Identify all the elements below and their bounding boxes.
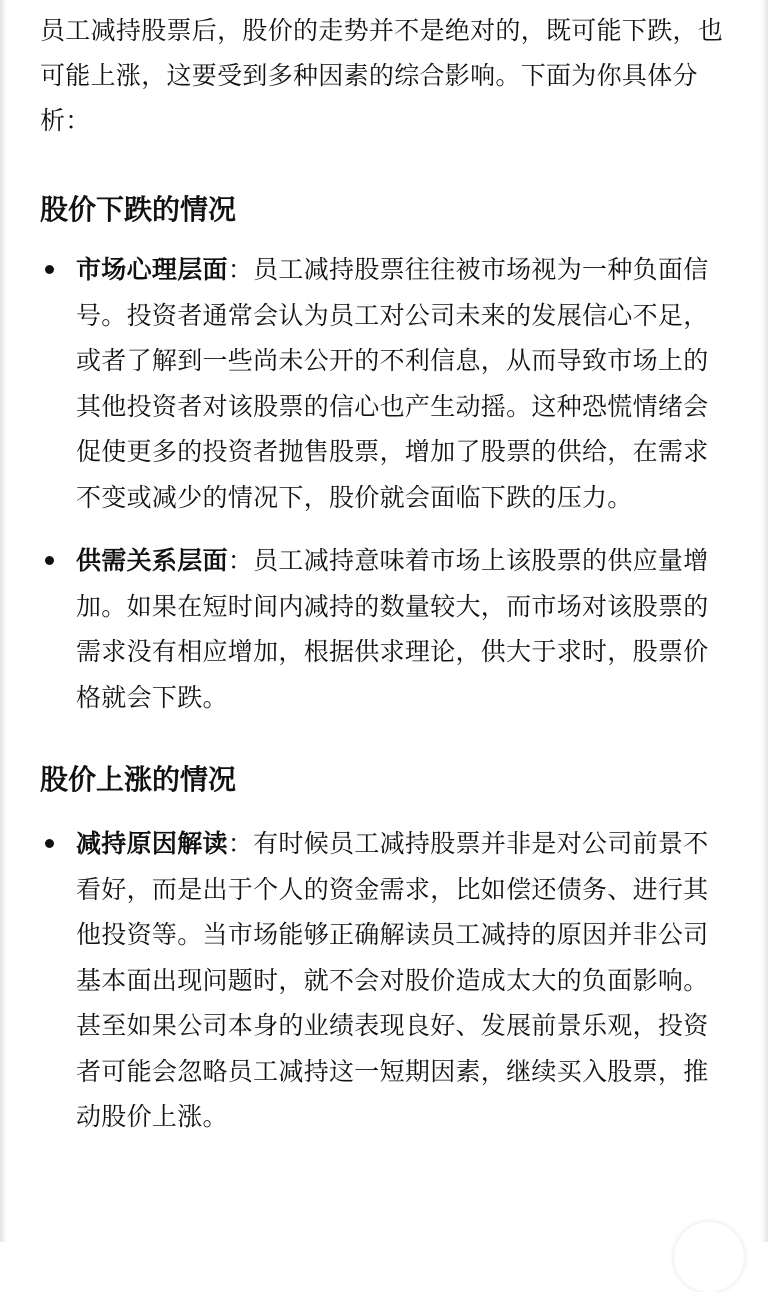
bullet-text: 员工减持意味着市场上该股票的供应量增加。如果在短时间内减持的数量较大，而市场对该股票的需求没有相应增加，根据供求理论，供大于求时，股票价格就会下跌。: [76, 546, 709, 712]
right-edge-shadow: [761, 0, 768, 1242]
bullet-list-decline: [40, 247, 730, 720]
left-edge-shadow: [0, 0, 7, 1242]
bullet-text: 员工减持股票往往被市场视为一种负面信号。投资者通常会认为员工对公司未来的发展信心不足，或者了解到一些尚未公开的不利信息，从而导致市场上的其他投资者对该股票的信心也产生动摇。这种恐慌情绪会促使更多的投资者抛售股票，增加了股票的供给，在需求不变或减少的情况下，股价就会面临下跌的压力。: [76, 255, 709, 512]
bullet-term: 市场心理层面: [76, 255, 228, 284]
intro-paragraph: 员工减持股票后，股价的走势并不是绝对的，既可能下跌，也可能上涨，这要受到多种因素的综合影响。下面为你具体分析：: [40, 16, 724, 135]
bullet-dot-icon: [45, 556, 54, 565]
bullet-dot-icon: [45, 265, 54, 274]
bullet-separator: ：: [227, 255, 254, 284]
bullet-term: 供需关系层面: [76, 546, 228, 575]
chat-response: [40, 8, 730, 1140]
bullet-separator: ：: [227, 829, 254, 858]
list-item: [40, 538, 730, 720]
bullet-list-rise: [40, 821, 730, 1140]
section-heading-rise: 股价上涨的情况: [40, 763, 237, 796]
list-item: [40, 821, 730, 1140]
list-item: [40, 247, 730, 520]
section-heading-decline: 股价下跌的情况: [40, 193, 237, 226]
bullet-term: 减持原因解读: [76, 829, 228, 858]
bullet-text: 有时候员工减持股票并非是对公司前景不看好，而是出于个人的资金需求，比如偿还债务、进行其他投资等。当市场能够正确解读员工减持的原因并非公司基本面出现问题时，就不会对股价造成太大的负面影响。甚至如果公司本身的业绩表现良好、发展前景乐观，投资者可能会忽略员工减持这一短期因素，继续买入股票，推动股价上涨。: [76, 829, 709, 1131]
bullet-separator: ：: [227, 546, 254, 575]
bullet-dot-icon: [45, 839, 54, 848]
scroll-to-bottom-button[interactable]: [674, 1222, 744, 1292]
